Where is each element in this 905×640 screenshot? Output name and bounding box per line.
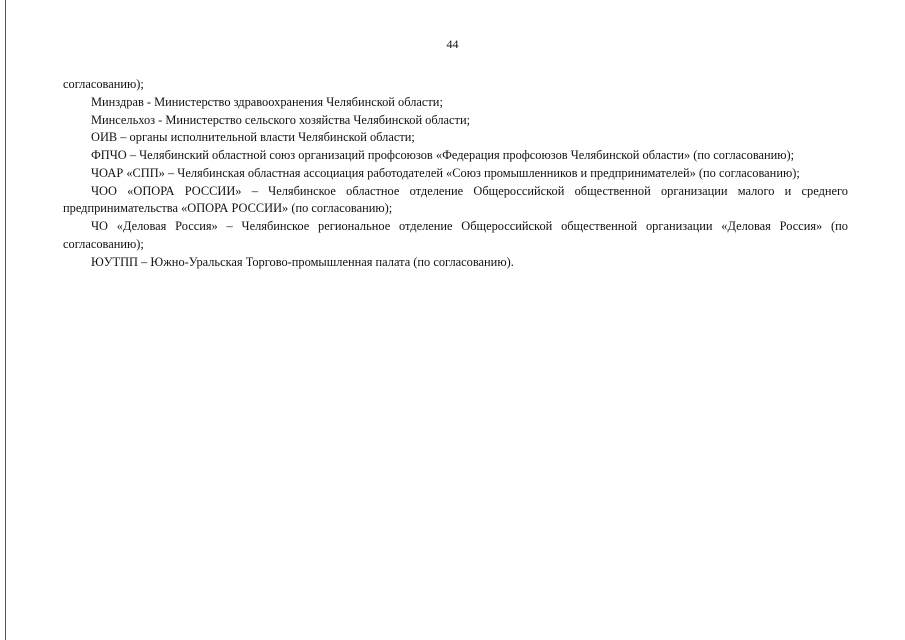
paragraph-oiv: ОИВ – органы исполнительной власти Челябинской области; [91, 130, 415, 145]
paragraph-fpcho: ФПЧО – Челябинский областной союз организаций профсоюзов «Федерация профсоюзов Челябинской области» (по согласованию); [91, 148, 795, 162]
paragraph-minzdrav: Минздрав - Министерство здравоохранения Челябинской области; [91, 94, 443, 109]
document-body [63, 76, 848, 271]
paragraph-choo-opora: ЧОО «ОПОРА РОССИИ» – Челябинское областное отделение Общероссийской общественной организации малого и среднего предпринимательства «ОПОРА РОССИИ» (по согласованию); [63, 183, 848, 216]
paragraph-yutpp: ЮУТПП – Южно-Уральская Торгово-промышленная палата (по согласованию). [91, 254, 514, 269]
paragraph-choar-spp: ЧОАР «СПП» – Челябинская областная ассоциация работодателей «Союз промышленников и предпринимателей» (по согласованию); [91, 165, 800, 180]
paragraph-minselkhoz: Минсельхоз - Министерство сельского хозяйства Челябинской области; [91, 112, 471, 127]
paragraph-continuation: согласованию); [63, 77, 144, 91]
paragraph-cho-delovaya: ЧО «Деловая Россия» – Челябинское региональное отделение Общероссийской общественной организации «Деловая Россия» (по согласованию); [63, 219, 848, 251]
page-number: 44 [446, 37, 459, 51]
page-left-border [5, 0, 6, 640]
